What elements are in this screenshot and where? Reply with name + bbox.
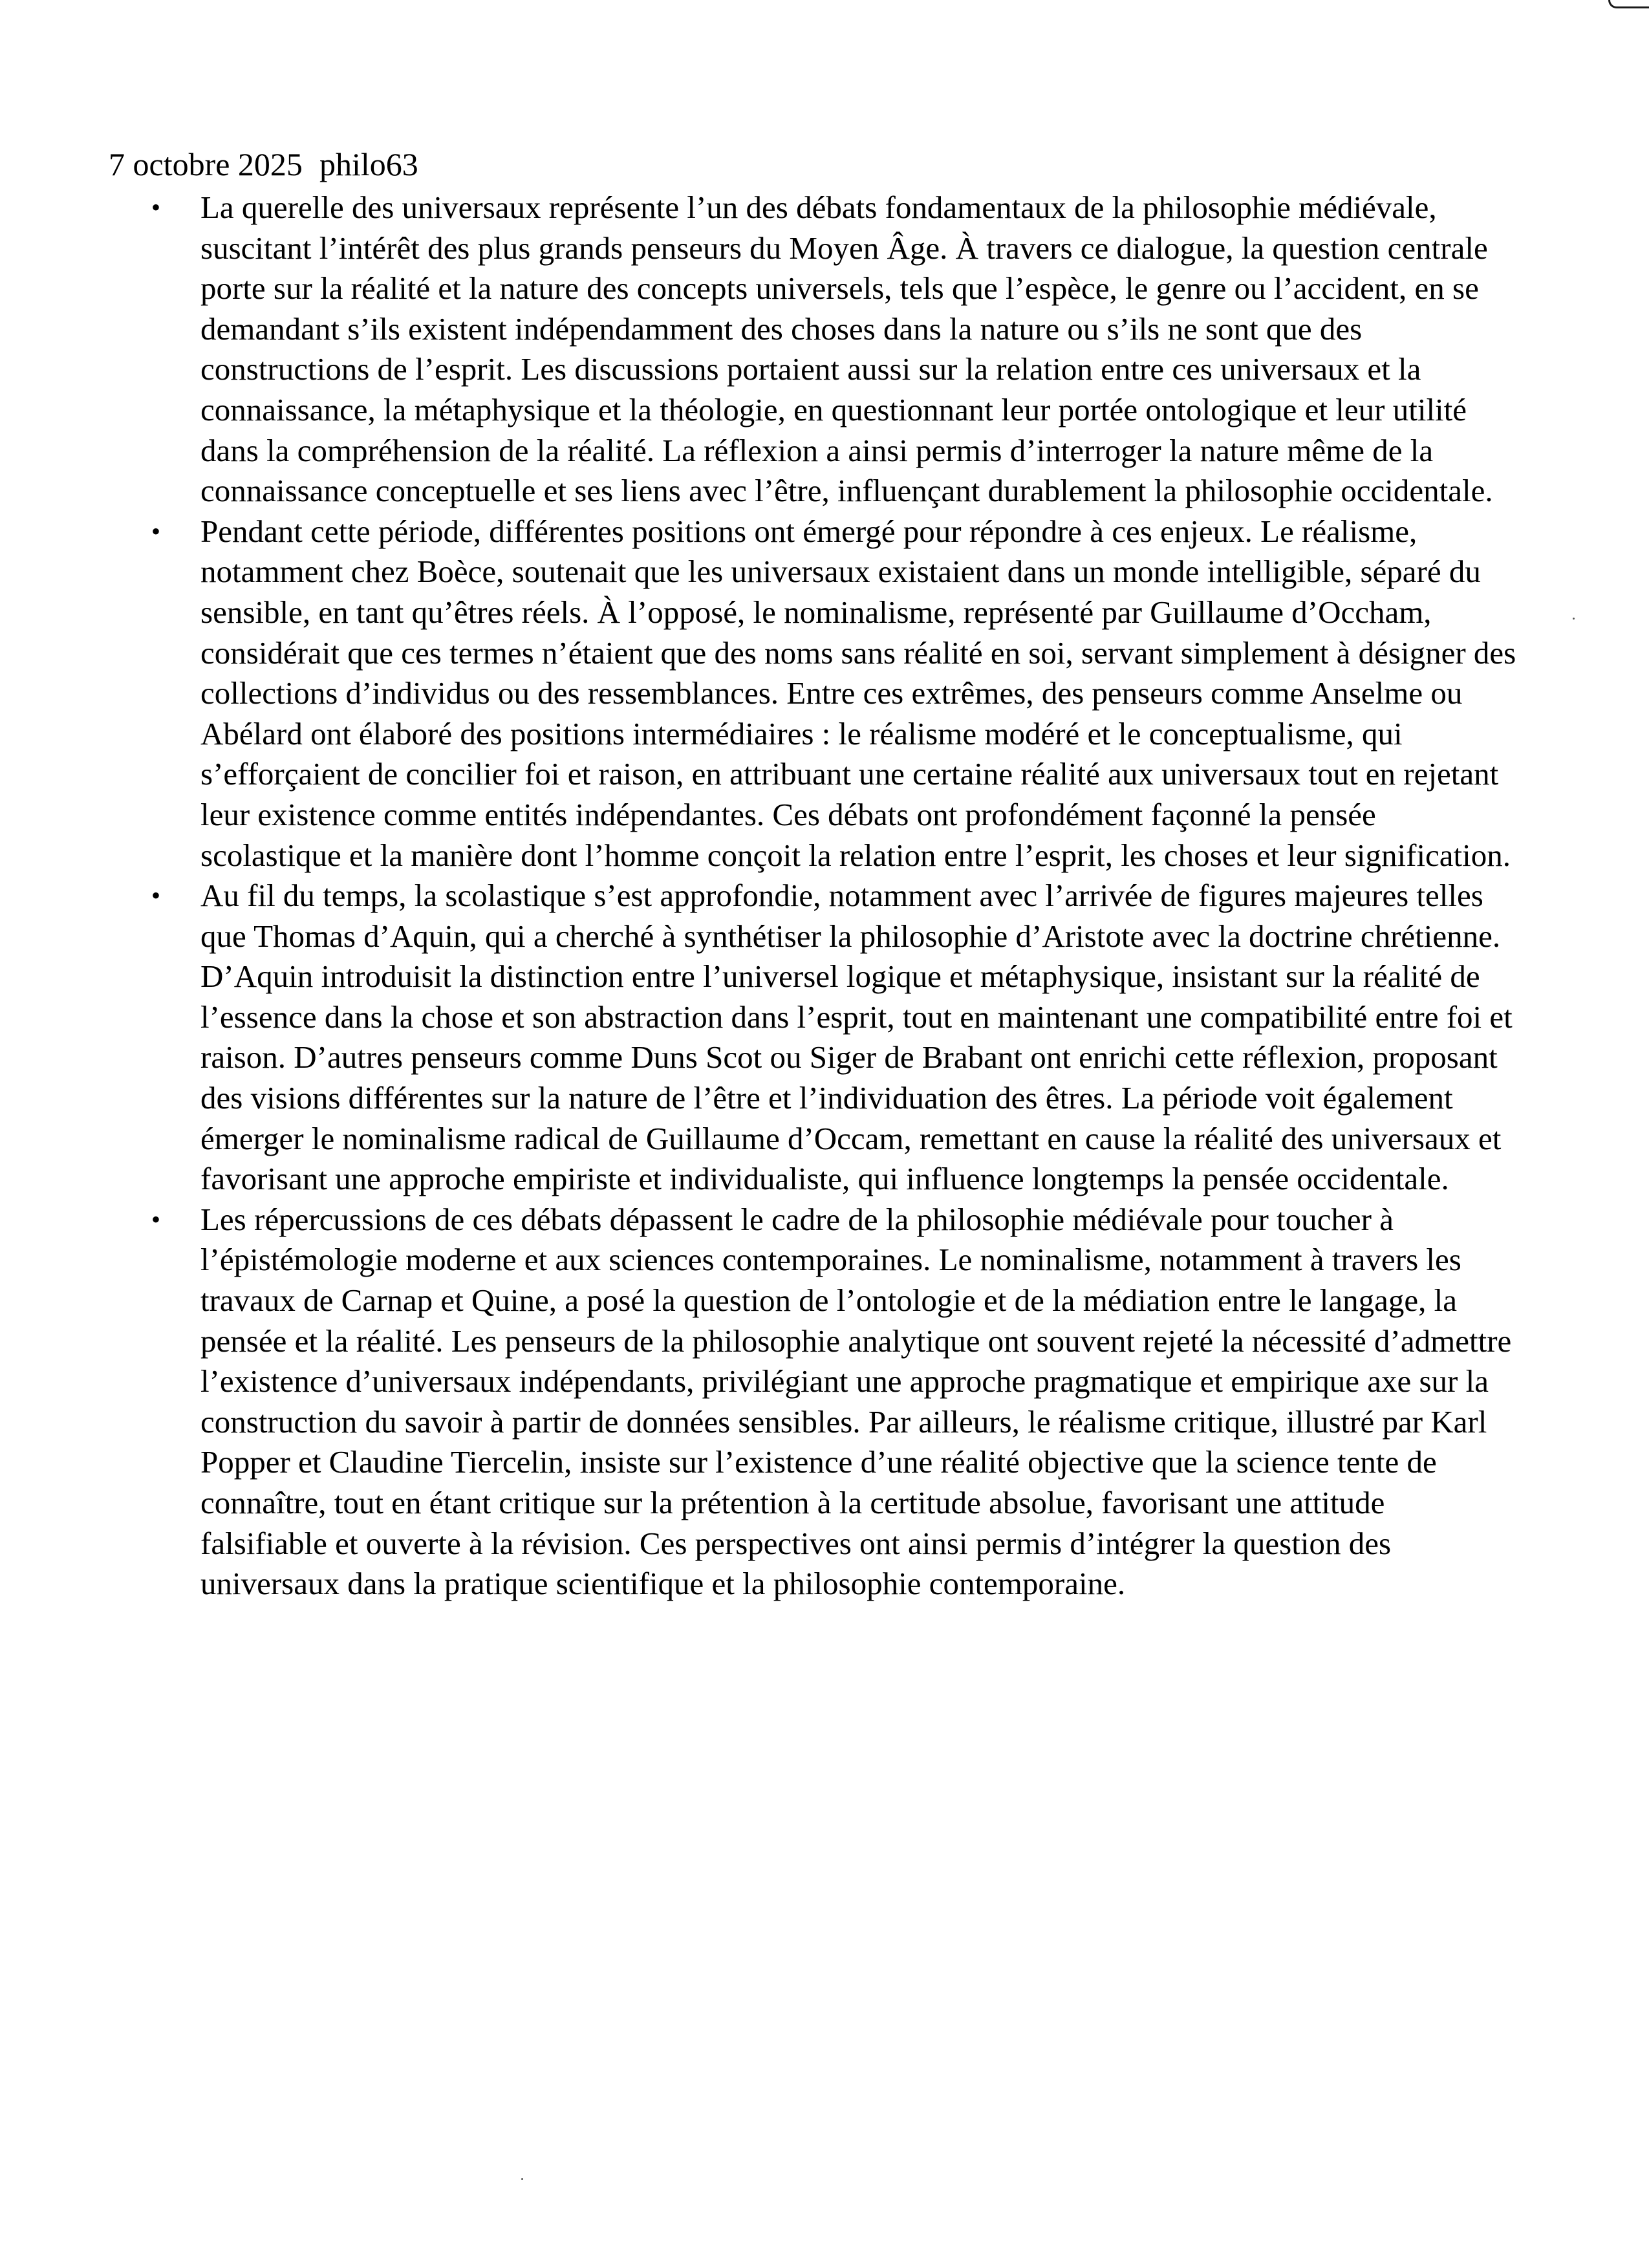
document-header — [109, 144, 1518, 185]
bullet-paragraph-3 — [151, 876, 1518, 1200]
paragraph-text: Au fil du temps, la scolastique s’est approfondie, notamment avec l’arrivée de figures majeures telles que Thomas d’Aquin, qui a cherché à synthétiser la philosophie d’Aristote avec la doctrine chrétienne. D’Aquin introduisit la distinction entre l’universel logique et métaphysique, insistant sur la réalité de l’essence dans la chose et son abstraction dans l’esprit, tout en maintenant une compatibilité entre foi et raison. D’autres penseurs comme Duns Scot ou Siger de Brabant ont enrichi cette réflexion, proposant des visions différentes sur la nature de l’être et l’individuation des êtres. La période voit également émerger le nominalisme radical de Guillaume d’Occam, remettant en cause la réalité des universaux et favorisant une approche empiriste et individualiste, qui influence longtemps la pensée occidentale. — [200, 878, 1513, 1197]
bullet-paragraph-4 — [151, 1200, 1518, 1604]
scan-speck — [1573, 618, 1575, 620]
bullet-paragraph-1 — [151, 188, 1518, 512]
bullet-list — [109, 188, 1518, 1604]
bullet-icon: • — [151, 193, 161, 222]
scan-edge-mark — [1608, 0, 1649, 8]
bullet-icon: • — [151, 881, 161, 911]
header-date: 7 octobre 2025 — [109, 146, 303, 182]
scan-speck — [521, 2178, 523, 2180]
document-page — [109, 144, 1518, 1604]
paragraph-text: Pendant cette période, différentes positions ont émergé pour répondre à ces enjeux. Le réalisme, notamment chez Boèce, soutenait que les universaux existaient dans un monde intelligible, séparé du sensible, en tant qu’êtres réels. À l’opposé, le nominalisme, représenté par Guillaume d’Occham, considérait que ces termes n’étaient que des noms sans réalité en soi, servant simplement à désigner des collections d’individus ou des ressemblances. Entre ces extrêmes, des penseurs comme Anselme ou Abélard ont élaboré des positions intermédiaires : le réalisme modéré et le conceptualisme, qui s’efforçaient de concilier foi et raison, en attribuant une certaine réalité aux universaux tout en rejetant leur existence comme entités indépendantes. Ces débats ont profondément façonné la pensée scolastique et la manière dont l’homme conçoit la relation entre l’esprit, les choses et leur signification. — [200, 513, 1516, 873]
header-author: philo63 — [319, 146, 418, 182]
bullet-icon: • — [151, 516, 161, 546]
paragraph-text: La querelle des universaux représente l’un des débats fondamentaux de la philosophie médiévale, suscitant l’intérêt des plus grands penseurs du Moyen Âge. À travers ce dialogue, la question centrale porte sur la réalité et la nature des concepts universels, tels que l’espèce, le genre ou l’accident, en se demandant s’ils existent indépendamment des choses dans la nature ou s’ils ne sont que des constructions de l’esprit. Les discussions portaient aussi sur la relation entre ces universaux et la connaissance, la métaphysique et la théologie, en questionnant leur portée ontologique et leur utilité dans la compréhension de la réalité. La réflexion a ainsi permis d’interroger la nature même de la connaissance conceptuelle et ses liens avec l’être, influençant durablement la philosophie occidentale. — [200, 189, 1493, 509]
paragraph-text: Les répercussions de ces débats dépassent le cadre de la philosophie médiévale pour toucher à l’épistémologie moderne et aux sciences contemporaines. Le nominalisme, notamment à travers les travaux de Carnap et Quine, a posé la question de l’ontologie et de la médiation entre le langage, la pensée et la réalité. Les penseurs de la philosophie analytique ont souvent rejeté la nécessité d’admettre l’existence d’universaux indépendants, privilégiant une approche pragmatique et empirique axe sur la construction du savoir à partir de données sensibles. Par ailleurs, le réalisme critique, illustré par Karl Popper et Claudine Tiercelin, insiste sur l’existence d’une réalité objective que la science tente de connaître, tout en étant critique sur la prétention à la certitude absolue, favorisant une attitude falsifiable et ouverte à la révision. Ces perspectives ont ainsi permis d’intégrer la question des universaux dans la pratique scientifique et la philosophie contemporaine. — [200, 1201, 1512, 1602]
bullet-icon: • — [151, 1204, 161, 1234]
bullet-paragraph-2 — [151, 512, 1518, 876]
